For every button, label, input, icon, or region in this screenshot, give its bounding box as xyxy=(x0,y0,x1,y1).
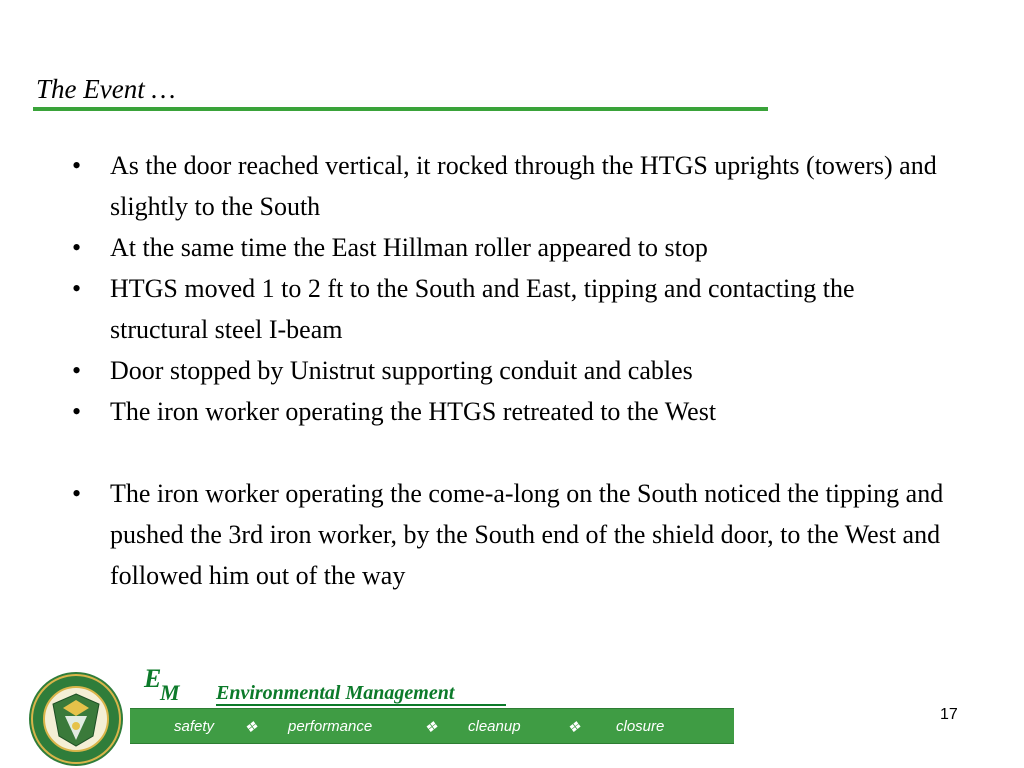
footer-item-cleanup: cleanup xyxy=(468,718,521,735)
footer-separator: ❖ xyxy=(567,719,581,736)
footer-separator: ❖ xyxy=(244,719,258,736)
bullet-marker: • xyxy=(72,151,82,180)
bullet-item xyxy=(70,145,950,227)
footer-item-performance: performance xyxy=(288,718,373,735)
page-number: 17 xyxy=(940,706,958,723)
bullet-spacer xyxy=(70,432,950,473)
em-logo-m: M xyxy=(160,680,180,705)
bullet-marker: • xyxy=(72,356,82,385)
footer-separator: ❖ xyxy=(424,719,438,736)
bullet-text: The iron worker operating the HTGS retreated to the West xyxy=(110,397,717,426)
footer-bar xyxy=(130,708,734,744)
bullet-marker: • xyxy=(72,233,82,262)
bullet-item xyxy=(70,268,950,350)
bullet-marker: • xyxy=(72,479,82,508)
org-name-underline xyxy=(216,704,506,706)
footer-item-safety: safety xyxy=(174,718,215,735)
bullet-item xyxy=(70,350,950,391)
department-of-energy-seal-icon xyxy=(25,670,127,768)
footer-item-closure: closure xyxy=(616,718,665,735)
bullet-marker: • xyxy=(72,397,82,426)
bullet-item xyxy=(70,227,950,268)
org-name: Environmental Management xyxy=(216,682,455,704)
bullet-marker: • xyxy=(72,274,82,303)
bullet-item xyxy=(70,473,950,596)
bullet-text: The iron worker operating the come-a-long on the South noticed the tipping and pushed the 3rd iron worker, by the South end of the shield door, to the West and followed him out of the way xyxy=(110,479,944,590)
title-rule xyxy=(33,107,768,111)
em-logo-e: E xyxy=(144,664,162,693)
bullet-text: Door stopped by Unistrut supporting conduit and cables xyxy=(110,356,693,385)
bullet-text: As the door reached vertical, it rocked through the HTGS uprights (towers) and slightly to the South xyxy=(110,151,937,221)
bullet-text: HTGS moved 1 to 2 ft to the South and East, tipping and contacting the structural steel I-beam xyxy=(110,274,855,344)
slide-title: The Event … xyxy=(36,74,176,104)
bullet-item xyxy=(70,391,950,432)
bullet-list xyxy=(70,145,950,596)
bullet-text: At the same time the East Hillman roller appeared to stop xyxy=(110,233,708,262)
